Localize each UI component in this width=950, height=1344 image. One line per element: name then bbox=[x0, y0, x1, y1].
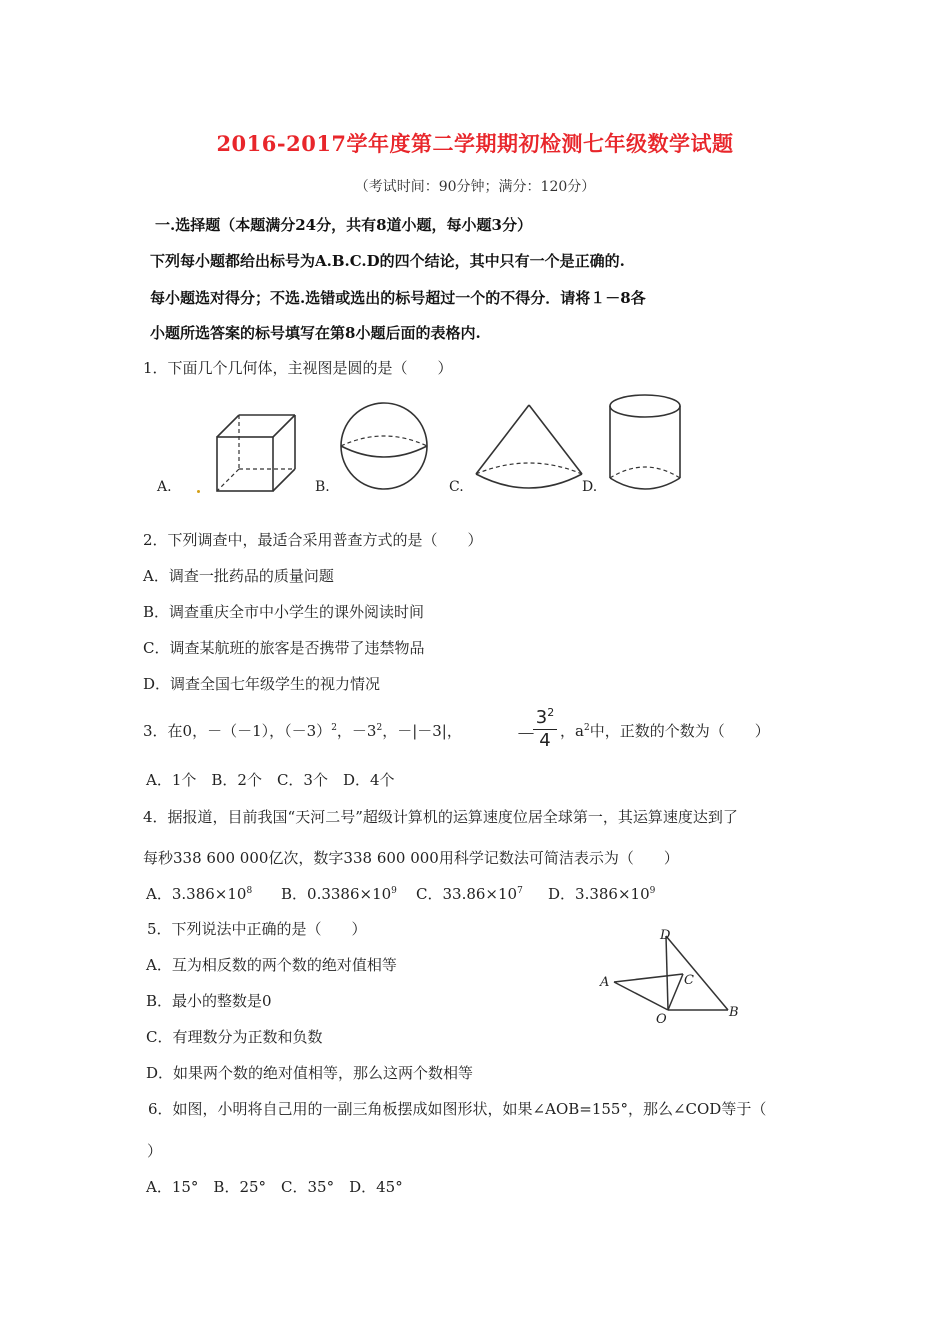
label-b: B bbox=[729, 1005, 739, 1020]
q2-option-b: B．调查重庆全市中小学生的课外阅读时间 bbox=[143, 603, 425, 621]
q5-option-c: C．有理数分为正数和负数 bbox=[146, 1028, 323, 1046]
q4-option-b-text: B．0.3386×10 bbox=[281, 885, 392, 903]
cylinder-figure bbox=[606, 392, 686, 498]
q3-fraction bbox=[533, 708, 557, 751]
q1-label-a: A. bbox=[157, 479, 172, 495]
q4-option-c-exp: 7 bbox=[517, 886, 523, 896]
question-6-stem-2: ） bbox=[147, 1142, 163, 1160]
q3-exp-3: 2 bbox=[583, 723, 590, 733]
label-c: C bbox=[684, 973, 694, 988]
question-2-stem: 2．下列调查中，最适合采用普查方式的是（ ） bbox=[143, 531, 483, 549]
question-3-stem bbox=[143, 720, 462, 741]
label-a: A bbox=[600, 975, 610, 990]
q1-label-d: D. bbox=[582, 479, 598, 495]
q4-option-d bbox=[548, 883, 655, 904]
instruction-line-3: 小题所选答案的标号填写在第8小题后面的表格内. bbox=[150, 324, 481, 342]
q3-stem-mid1: ，－3 bbox=[336, 722, 377, 740]
q4-option-a-exp: 8 bbox=[246, 886, 253, 896]
question-4-stem-2: 每秒338 600 000亿次，数字338 600 000用科学记数法可简洁表示为（ ） bbox=[143, 849, 679, 867]
q3-fraction-sign: － bbox=[516, 722, 536, 746]
sphere-figure bbox=[338, 398, 433, 498]
q3-fraction-numerator bbox=[533, 708, 557, 728]
cone-figure bbox=[472, 402, 586, 494]
q4-option-a-text: A．3.386×10 bbox=[146, 885, 247, 903]
q5-option-a: A．互为相反数的两个数的绝对值相等 bbox=[146, 956, 397, 974]
q4-option-b-exp: 9 bbox=[391, 886, 397, 896]
label-d: D bbox=[660, 928, 671, 943]
q1-label-b: B. bbox=[315, 479, 330, 495]
q4-option-a bbox=[146, 883, 252, 904]
q4-option-c-text: C．33.86×10 bbox=[416, 885, 518, 903]
q3-stem-mid2: ，－|－3|， bbox=[382, 722, 462, 740]
q3-stem-a: ，a bbox=[560, 722, 584, 740]
q3-exp-2: 2 bbox=[376, 723, 383, 733]
question-5-stem: 5．下列说法中正确的是（ ） bbox=[147, 920, 367, 938]
triangle-figure bbox=[594, 926, 744, 1026]
question-6-stem-1: 6．如图，小明将自己用的一副三角板摆成如图形状，如果∠AOB=155°，那么∠COD等于（ bbox=[148, 1100, 767, 1118]
q3-fraction-num-base: 3 bbox=[535, 707, 548, 728]
question-1-stem: 1．下面几个几何体，主视图是圆的是（ ） bbox=[143, 359, 453, 377]
q5-option-b: B．最小的整数是0 bbox=[146, 992, 272, 1010]
q4-option-b bbox=[281, 883, 397, 904]
cube-figure bbox=[200, 390, 310, 500]
q3-fraction-denominator: 4 bbox=[539, 730, 551, 751]
instruction-line-1: 下列每小题都给出标号为A.B.C.D的四个结论，其中只有一个是正确的. bbox=[150, 252, 625, 270]
q6-options: A．15° B．25° C．35° D．45° bbox=[146, 1178, 403, 1196]
q3-exp-1: 2 bbox=[331, 723, 337, 733]
instruction-line-2: 每小题选对得分；不选.选错或选出的标号超过一个的不得分．请将１－8各 bbox=[150, 289, 646, 307]
q4-option-d-exp: 9 bbox=[649, 886, 656, 896]
q2-option-a: A．调查一批药品的质量问题 bbox=[143, 567, 334, 585]
q2-option-d: D．调查全国七年级学生的视力情况 bbox=[143, 675, 381, 693]
q3-fraction-num-exp: 2 bbox=[547, 706, 555, 719]
q3-stem-start: 3．在0，－（－1），（－3） bbox=[143, 722, 332, 740]
question-4-stem-1: 4．据报道，目前我国“天河二号”超级计算机的运算速度位居全球第一，其运算速度达到了 bbox=[143, 808, 738, 826]
q2-option-c: C．调查某航班的旅客是否携带了违禁物品 bbox=[143, 639, 425, 657]
q3-options: A．1个 B．2个 C．3个 D．4个 bbox=[146, 771, 395, 789]
q4-option-c bbox=[416, 883, 523, 904]
q4-option-d-text: D．3.386×10 bbox=[548, 885, 650, 903]
exam-info: （考试时间：90分钟；满分：120分） bbox=[354, 179, 596, 195]
label-o: O bbox=[656, 1012, 667, 1026]
section-heading: 一.选择题（本题满分24分，共有8道小题，每小题3分） bbox=[155, 216, 532, 234]
q1-label-c: C. bbox=[449, 479, 464, 495]
q3-stem-end bbox=[560, 720, 770, 741]
q3-stem-tail: 中，正数的个数为（ ） bbox=[589, 722, 770, 740]
q5-option-d: D．如果两个数的绝对值相等，那么这两个数相等 bbox=[146, 1064, 474, 1082]
page-title: 2016-2017学年度第二学期期初检测七年级数学试题 bbox=[216, 131, 734, 156]
